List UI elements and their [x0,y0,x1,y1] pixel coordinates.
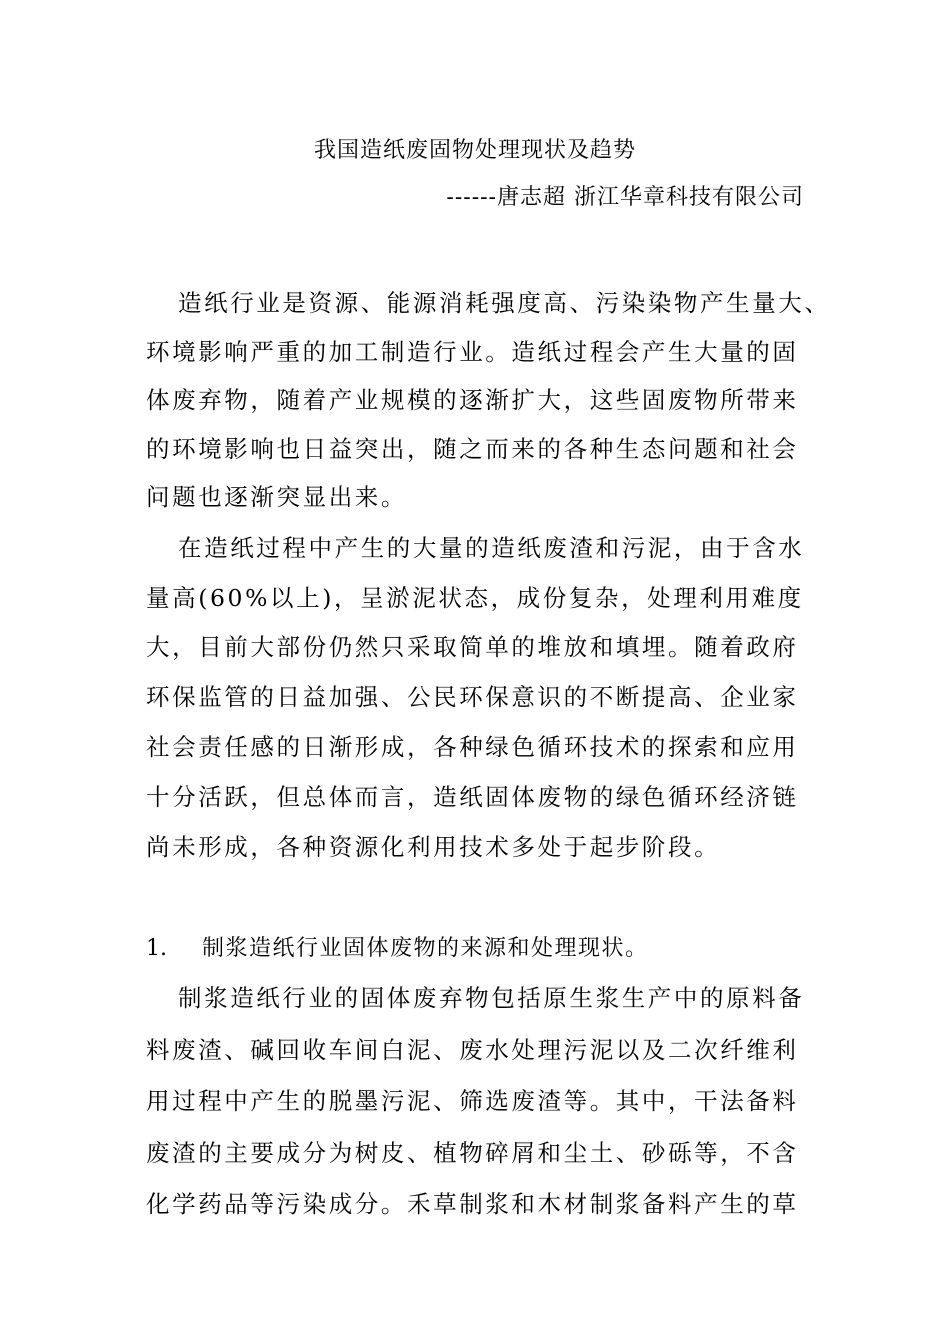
section-1-heading: 制浆造纸行业固体废物的来源和处理现状。 [202,936,649,961]
paragraph-2-line-2: 量高(60%以上)，呈淤泥状态，成份复杂，处理利用难度 [146,584,804,612]
document-title: 我国造纸废固物处理现状及趋势 [313,138,636,163]
paragraph-2-line-3: 大，目前大部份仍然只采取简单的堆放和填埋。随着政府 [146,633,799,661]
paragraph-3-line-1: 制浆造纸行业的固体废弃物包括原生浆生产中的原料备 [178,984,805,1012]
document-author: ------唐志超 浙江华章科技有限公司 [446,185,804,210]
paragraph-1-line-5: 问题也逐渐突显出来。 [146,483,407,511]
paragraph-2-line-7: 尚未形成，各种资源化利用技术多处于起步阶段。 [146,833,721,861]
paragraph-3-line-4: 废渣的主要成分为树皮、植物碎屑和尘土、砂砾等，不含 [146,1139,799,1167]
paragraph-2-line-6: 十分活跃，但总体而言，造纸固体废物的绿色循环经济链 [146,783,799,811]
paragraph-1-line-3: 体废弃物，随着产业规模的逐渐扩大，这些固废物所带来 [146,386,799,414]
paragraph-1-line-4: 的环境影响也日益突出，随之而来的各种生态问题和社会 [146,435,799,463]
section-1-number: 1. [146,936,167,961]
paragraph-1-line-2: 环境影响严重的加工制造行业。造纸过程会产生大量的固 [146,338,799,366]
paragraph-3-line-5: 化学药品等污染成分。禾草制浆和木材制浆备料产生的草 [146,1190,799,1218]
paragraph-2-line-5: 社会责任感的日渐形成，各种绿色循环技术的探索和应用 [146,733,799,761]
paragraph-2-line-1: 在造纸过程中产生的大量的造纸废渣和污泥，由于含水 [178,534,805,562]
paragraph-3-line-3: 用过程中产生的脱墨污泥、筛选废渣等。其中，干法备料 [146,1087,799,1115]
paragraph-2-line-4: 环保监管的日益加强、公民环保意识的不断提高、企业家 [146,683,799,711]
paragraph-1-line-1: 造纸行业是资源、能源消耗强度高、污染染物产生量大、 [178,289,831,317]
paragraph-3-line-2: 料废渣、碱回收车间白泥、废水处理污泥以及二次纤维利 [146,1036,799,1064]
